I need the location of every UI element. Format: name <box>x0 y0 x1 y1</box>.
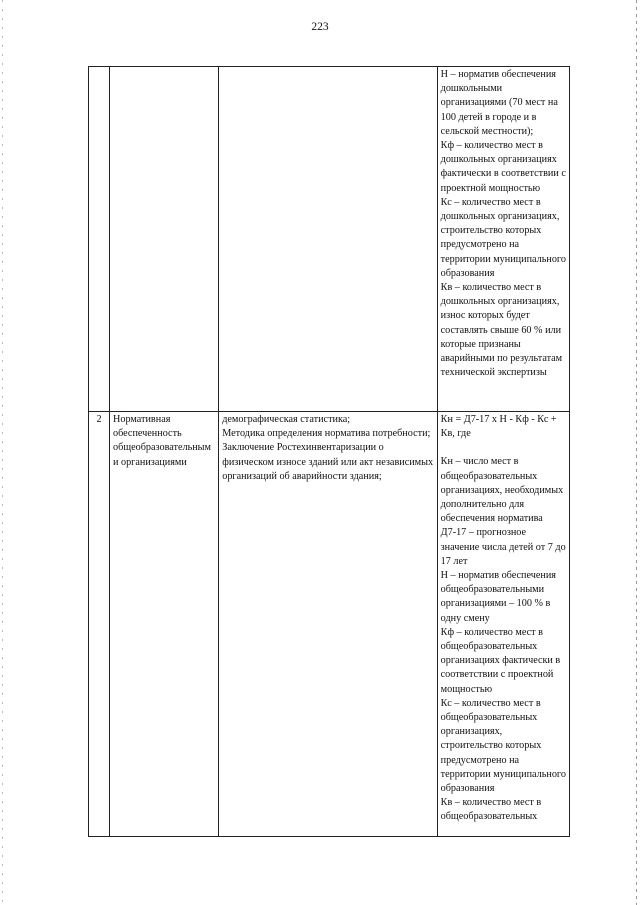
table-row <box>89 412 570 837</box>
formula-line: Н – норматив обеспечения дошкольными организациями (70 мест на 100 детей в городе и в сельской местности); <box>440 69 558 137</box>
data-sources-cell <box>219 67 437 412</box>
page-number: 223 <box>311 21 329 33</box>
scan-edge-right <box>636 0 637 905</box>
formula-line: Кф – количество мест в дошкольных организациях фактически в соответствии с проектной мощностью <box>440 140 566 194</box>
formula-line: Кф – количество мест в общеобразовательных организациях фактически в соответствии с проектной мощностью <box>440 626 561 695</box>
formula-line: Кс – количество мест в общеобразовательных организациях, строительство которых предусмотрено на территории муниципального образования <box>440 697 566 795</box>
formula-line: Кв – количество мест в общеобразовательных <box>440 797 542 823</box>
formula-line: Кн – число мест в общеобразовательных организациях, необходимых дополнительно для обеспечения норматива <box>440 456 564 525</box>
formula-line: Д7-17 – прогнозное значение числа детей от 7 до 17 лет <box>440 527 566 567</box>
table-row <box>89 67 570 412</box>
indicators-table <box>88 66 570 837</box>
spacer <box>441 441 566 455</box>
data-sources-cell <box>219 412 437 837</box>
formula-heading: Кн = Д7-17 х Н - Кф - Кс + Кв, где <box>440 414 557 440</box>
formula-cell <box>437 67 569 412</box>
formula-line: Кс – количество мест в дошкольных организациях, строительство которых предусмотрено на территории муниципального образования <box>440 196 566 279</box>
source-line: Методика определения норматива потребности; <box>222 428 431 440</box>
row-number-cell <box>89 67 110 412</box>
formula-cell <box>437 412 569 837</box>
row-number-cell: 2 <box>89 412 110 837</box>
indicator-name-cell <box>110 67 219 412</box>
source-line: Заключение Ростехинвентаризации о физическом износе зданий или акт независимых организаций об аварийности здания; <box>222 442 434 482</box>
source-line: демографическая статистика; <box>222 414 351 425</box>
scan-edge-left <box>2 0 3 905</box>
formula-line: Н – норматив обеспечения общеобразовательными организациями – 100 % в одну смену <box>440 570 556 624</box>
indicator-name-cell: Нормативная обеспеченность общеобразовательными организациями <box>110 412 219 837</box>
formula-line: Кв – количество мест в дошкольных организациях, износ которых будет составлять свыше 60 % или которые признаны аварийными по результатам технической экспертизы <box>440 282 563 379</box>
